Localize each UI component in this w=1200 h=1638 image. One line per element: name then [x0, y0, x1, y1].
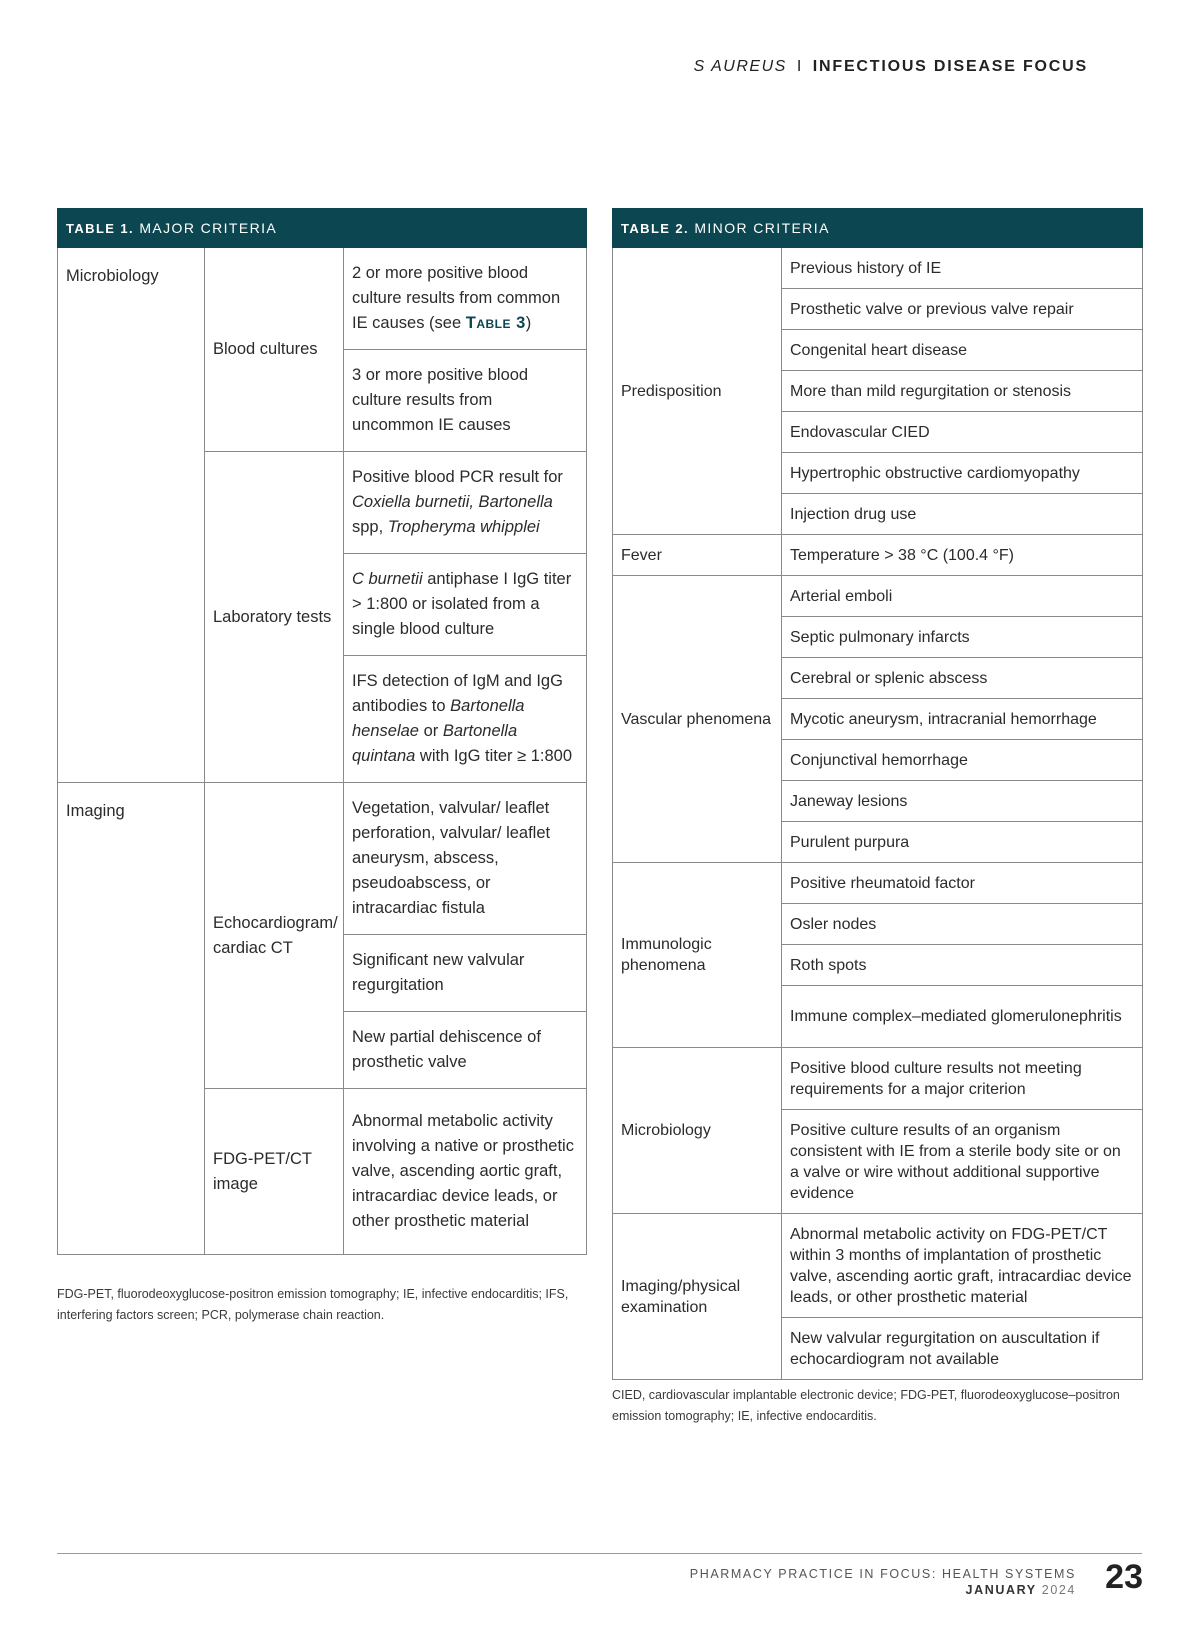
minor-criterion: Roth spots — [782, 945, 1143, 986]
table1-number: TABLE 1. — [66, 220, 135, 236]
criterion-pcr: Positive blood PCR result for Coxiella burnetii, Bartonella spp, Tropheryma whipplei — [344, 452, 587, 554]
group-microbiology: Microbiology — [613, 1048, 782, 1214]
criterion-ifs: IFS detection of IgM and IgG antibodies to Bartonella henselae or Bartonella quintana with IgG titer ≥ 1:800 — [344, 656, 587, 783]
table1-title: MAJOR CRITERIA — [139, 219, 278, 236]
footer-divider — [57, 1553, 1142, 1554]
minor-criterion: Prosthetic valve or previous valve repair — [782, 289, 1143, 330]
footer-year: 2024 — [1041, 1583, 1076, 1597]
minor-criterion: Injection drug use — [782, 494, 1143, 535]
group-predisposition: Predisposition — [613, 248, 782, 535]
minor-criterion: Congenital heart disease — [782, 330, 1143, 371]
table2-title-bar — [613, 209, 1143, 248]
minor-criterion: Endovascular CIED — [782, 412, 1143, 453]
minor-criterion: Temperature > 38 °C (100.4 °F) — [782, 535, 1143, 576]
footer-publication-info — [690, 1566, 1076, 1598]
minor-criterion: Positive rheumatoid factor — [782, 863, 1143, 904]
minor-criteria-table — [612, 208, 1143, 1380]
criterion-vegetation: Vegetation, valvular/ leaflet perforation, valvular/ leaflet aneurysm, abscess, pseudoabscess, or intracardiac fistula — [344, 783, 587, 935]
subcategory-laboratory-tests: Laboratory tests — [205, 452, 344, 783]
running-head — [694, 58, 1088, 76]
minor-criterion: Osler nodes — [782, 904, 1143, 945]
criterion-c-burnetii: C burnetii antiphase I IgG titer > 1:800 or isolated from a single blood culture — [344, 554, 587, 656]
table2-title: MINOR CRITERIA — [694, 219, 830, 236]
subcategory-blood-cultures: Blood cultures — [205, 248, 344, 452]
minor-criterion: Arterial emboli — [782, 576, 1143, 617]
minor-criterion: Previous history of IE — [782, 248, 1143, 289]
page-number: 23 — [1105, 1558, 1143, 1596]
minor-criterion: Abnormal metabolic activity on FDG-PET/CT within 3 months of implantation of prosthetic valve, ascending aortic graft, intracardiac device leads, or other prosthetic material — [782, 1214, 1143, 1318]
minor-criterion: Positive blood culture results not meeting requirements for a major criterion — [782, 1048, 1143, 1110]
running-head-section: INFECTIOUS DISEASE FOCUS — [812, 58, 1088, 75]
category-imaging: Imaging — [58, 783, 205, 1255]
minor-criterion: Septic pulmonary infarcts — [782, 617, 1143, 658]
group-vascular-phenomena: Vascular phenomena — [613, 576, 782, 863]
major-criteria-table — [57, 208, 587, 1255]
minor-criterion: Cerebral or splenic abscess — [782, 658, 1143, 699]
criterion-metabolic-activity: Abnormal metabolic activity involving a native or prosthetic valve, ascending aortic graft, intracardiac device leads, or other prosthetic material — [344, 1089, 587, 1255]
group-fever: Fever — [613, 535, 782, 576]
minor-criterion: Janeway lesions — [782, 781, 1143, 822]
subcategory-fdg-pet: FDG-PET/CT image — [205, 1089, 344, 1255]
footer-publication: PHARMACY PRACTICE IN FOCUS: HEALTH SYSTEMS — [689, 1567, 1076, 1581]
group-immunologic-phenomena: Immunologic phenomena — [613, 863, 782, 1048]
minor-criterion: Mycotic aneurysm, intracranial hemorrhage — [782, 699, 1143, 740]
table1-footnote: FDG-PET, fluorodeoxyglucose-positron emission tomography; IE, infective endocarditis; IFS, interfering factors screen; PCR, polymerase chain reaction. — [57, 1287, 569, 1322]
table1-title-bar — [58, 209, 587, 248]
minor-criterion: Positive culture results of an organism consistent with IE from a sterile body site or on a valve or wire without additional supportive evidence — [782, 1110, 1143, 1214]
minor-criterion: Hypertrophic obstructive cardiomyopathy — [782, 453, 1143, 494]
minor-criterion: More than mild regurgitation or stenosis — [782, 371, 1143, 412]
minor-criterion: Conjunctival hemorrhage — [782, 740, 1143, 781]
group-imaging-physical-examination: Imaging/physical examination — [613, 1214, 782, 1380]
criterion-regurgitation: Significant new valvular regurgitation — [344, 935, 587, 1012]
minor-criterion: Immune complex–mediated glomerulonephritis — [782, 986, 1143, 1048]
subcategory-echocardiogram: Echocardiogram/ cardiac CT — [205, 783, 344, 1089]
table2-footnote: CIED, cardiovascular implantable electronic device; FDG-PET, fluorodeoxyglucose–positron emission tomography; IE, infective endocarditis. — [612, 1388, 1120, 1423]
footer-month: JANUARY — [965, 1583, 1037, 1597]
criterion-dehiscence: New partial dehiscence of prosthetic valve — [344, 1012, 587, 1089]
table3-reference: Table 3 — [465, 314, 526, 332]
minor-criterion: New valvular regurgitation on auscultation if echocardiogram not available — [782, 1318, 1143, 1380]
minor-criterion: Purulent purpura — [782, 822, 1143, 863]
category-microbiology: Microbiology — [58, 248, 205, 783]
running-head-separator: I — [796, 58, 803, 75]
criterion-blood-culture-uncommon: 3 or more positive blood culture results from uncommon IE causes — [344, 350, 587, 452]
running-head-topic: S AUREUS — [693, 58, 787, 75]
criterion-blood-culture-common: 2 or more positive blood culture results from common IE causes (see Table 3) — [344, 248, 587, 350]
table2-number: TABLE 2. — [621, 220, 690, 236]
